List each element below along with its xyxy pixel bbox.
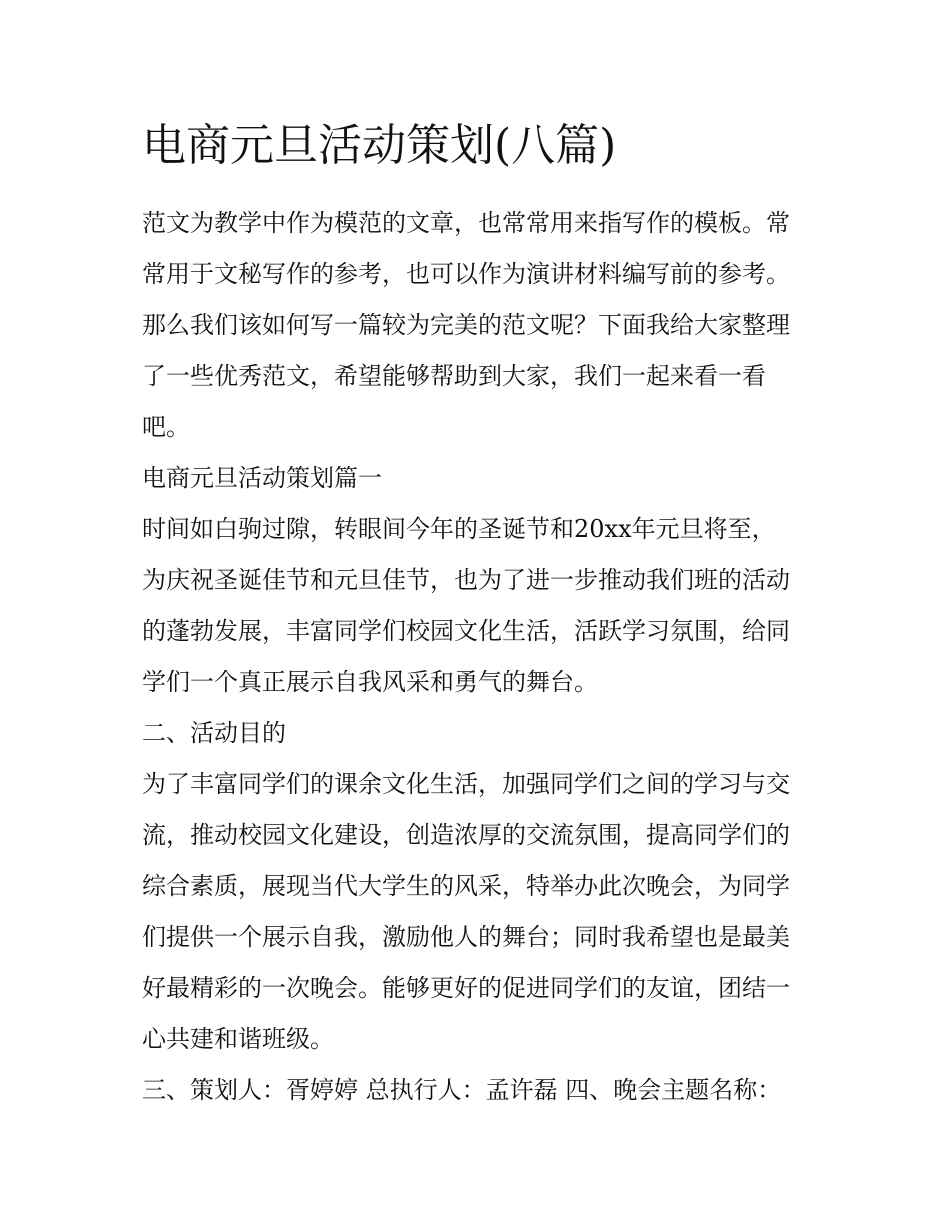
paragraph-line: 为庆祝圣诞佳节和元旦佳节，也为了进一步推动我们班的活动: [142, 566, 790, 594]
paragraph-line: 流，推动校园文化建设，创造浓厚的交流氛围，提高同学们的: [142, 821, 790, 849]
paragraph-line: 为了丰富同学们的课余文化生活，加强同学们之间的学习与交: [142, 770, 790, 798]
paragraph-line: 三、策划人：胥婷婷 总执行人：孟许磊 四、晚会主题名称：: [142, 1076, 782, 1104]
paragraph-line: 心共建和谐班级。: [142, 1025, 334, 1053]
paragraph-line: 常用于文秘写作的参考，也可以作为演讲材料编写前的参考。: [142, 260, 790, 288]
paragraph-line: 综合素质，展现当代大学生的风采，特举办此次晚会，为同学: [142, 872, 790, 900]
paragraph-line: 范文为教学中作为模范的文章，也常常用来指写作的模板。常: [142, 209, 790, 237]
section-heading: 二、活动目的: [142, 719, 286, 747]
paragraph-line: 时间如白驹过隙，转眼间今年的圣诞节和20xx年元旦将至，: [142, 515, 776, 543]
paragraph-line: 吧。: [142, 413, 190, 441]
document-title: 电商元旦活动策划(八篇): [142, 120, 617, 171]
paragraph-line: 那么我们该如何写一篇较为完美的范文呢？下面我给大家整理: [142, 311, 790, 339]
paragraph-line: 们提供一个展示自我，激励他人的舞台；同时我希望也是最美: [142, 923, 790, 951]
paragraph-line: 了一些优秀范文，希望能够帮助到大家，我们一起来看一看: [142, 362, 766, 390]
paragraph-line: 好最精彩的一次晚会。能够更好的促进同学们的友谊，团结一: [142, 974, 790, 1002]
paragraph-line: 的蓬勃发展，丰富同学们校园文化生活，活跃学习氛围，给同: [142, 617, 790, 645]
paragraph-line: 学们一个真正展示自我风采和勇气的舞台。: [142, 668, 598, 696]
section-heading: 电商元旦活动策划篇一: [142, 464, 382, 492]
